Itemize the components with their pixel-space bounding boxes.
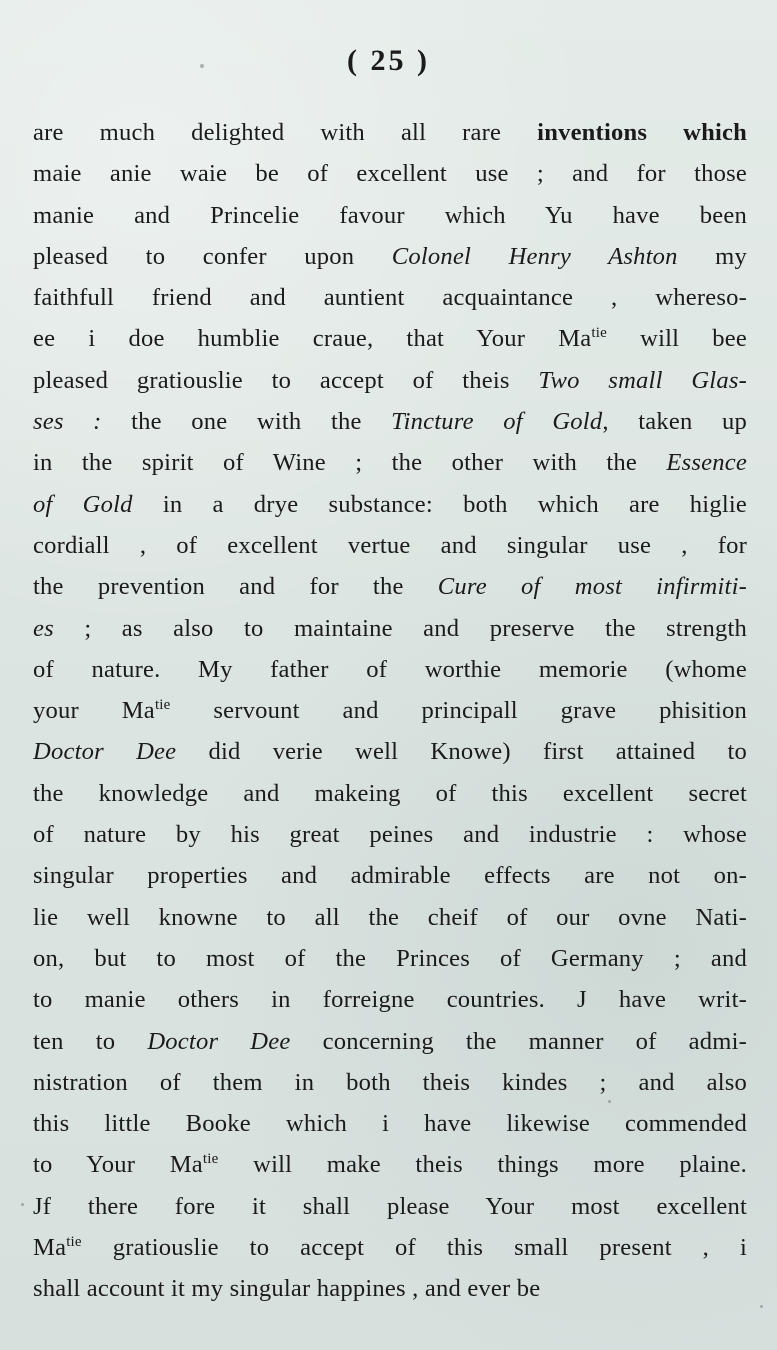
text-segment: gratiouslie to accept of this small present , i xyxy=(81,1234,747,1262)
text-segment: pleased gratiouslie to accept of theis xyxy=(33,366,539,394)
superscript-text: tie xyxy=(154,697,171,714)
text-segment: lie well knowne to all the cheif of our ovne Nati- xyxy=(33,903,747,931)
text-segment: maie anie waie be of excellent use ; and for those xyxy=(33,160,747,188)
text-line xyxy=(33,938,747,979)
text-line xyxy=(33,442,747,483)
text-segment: nistration of them in both theis kindes ; and also xyxy=(33,1068,747,1096)
text-line xyxy=(33,855,747,896)
text-segment: , taken up xyxy=(602,408,747,436)
text-line xyxy=(33,979,747,1020)
text-segment: Tincture of Gold xyxy=(391,408,603,436)
text-line xyxy=(33,360,747,401)
text-line xyxy=(33,112,747,153)
text-segment: the knowledge and makeing of this excellent secret xyxy=(33,779,747,807)
text-segment: in the spirit of Wine ; the other with the xyxy=(33,449,667,477)
text-line xyxy=(33,690,747,731)
text-segment: pleased to confer upon xyxy=(33,242,392,270)
text-line xyxy=(33,195,747,236)
text-line xyxy=(33,236,747,277)
text-segment: concerning the manner of admi- xyxy=(290,1027,747,1055)
text-line xyxy=(33,1021,747,1062)
text-segment: Ma xyxy=(33,1234,67,1262)
text-line xyxy=(33,814,747,855)
text-segment: are much delighted with all rare xyxy=(33,119,538,146)
text-line xyxy=(33,484,747,525)
text-segment: of nature. My father of worthie memorie (whome xyxy=(33,655,747,683)
paper-speck xyxy=(21,1203,24,1206)
text-segment: manie and Princelie favour which Y xyxy=(33,201,561,229)
text-segment: did verie well Knowe) first attained to xyxy=(176,738,747,766)
text-segment: ten to xyxy=(33,1027,148,1055)
text-line xyxy=(33,566,747,607)
text-segment: of nature by his great peines and industrie : whose xyxy=(33,821,747,849)
paper-speck xyxy=(760,1305,763,1308)
text-segment: Jf there fore it shall please Your most excellent xyxy=(33,1192,747,1220)
text-segment: Doctor Dee xyxy=(33,738,177,766)
text-line xyxy=(33,277,747,318)
text-segment: Essence xyxy=(666,449,747,477)
page-number: ( 25 ) xyxy=(347,44,430,77)
text-segment: this little Booke which i have likewise commended xyxy=(33,1110,747,1138)
text-line xyxy=(33,401,747,442)
text-segment: the one with the xyxy=(101,408,392,436)
paper-speck xyxy=(608,1100,611,1103)
text-segment: inventions which xyxy=(537,119,747,146)
text-segment: es xyxy=(33,614,54,642)
text-segment: Doctor Dee xyxy=(147,1027,291,1055)
text-line xyxy=(33,525,747,566)
text-line xyxy=(33,318,747,359)
text-segment: will make theis things more plaine. xyxy=(218,1151,747,1179)
text-segment: singular properties and admirable effects are not on- xyxy=(33,862,747,890)
text-line xyxy=(33,608,747,649)
text-line xyxy=(33,1268,747,1309)
text-segment: to manie others in forreigne countries. J have writ- xyxy=(33,986,747,1014)
text-segment: on, but to most of the Princes of Germany ; and xyxy=(33,944,747,972)
superscript-text: tie xyxy=(591,325,608,342)
text-segment: to Your Ma xyxy=(33,1151,203,1179)
text-line xyxy=(33,731,747,772)
text-segment: ee i doe humblie craue, that Your Ma xyxy=(33,325,592,353)
text-segment: my xyxy=(677,242,747,270)
text-segment: Cure of most infirmiti- xyxy=(437,573,747,601)
text-line xyxy=(33,1144,747,1185)
text-segment: of Gold xyxy=(33,490,133,518)
paper-speck xyxy=(200,64,204,68)
text-segment: ses : xyxy=(33,408,102,436)
text-line xyxy=(33,649,747,690)
text-segment: will bee xyxy=(607,325,747,353)
text-line xyxy=(33,897,747,938)
text-line xyxy=(33,1227,747,1268)
text-line xyxy=(33,153,747,194)
text-line xyxy=(33,1103,747,1144)
text-segment: the prevention and for the xyxy=(33,573,438,601)
text-segment: Colonel Henry Ashton xyxy=(391,242,678,270)
text-segment: faithfull friend and auntient acquaintance , whereso- xyxy=(33,284,747,312)
body-text xyxy=(33,112,747,1310)
text-line xyxy=(33,1062,747,1103)
text-segment: cordiall , of excellent vertue and singular use , for xyxy=(33,531,747,559)
text-segment: your Ma xyxy=(33,697,155,725)
text-line xyxy=(33,773,747,814)
text-segment: u have been xyxy=(560,201,747,229)
text-segment: Two small Glas- xyxy=(538,366,747,394)
text-segment: servount and principall grave phisition xyxy=(170,697,747,725)
text-segment: shall account it my singular happines , and ever be xyxy=(33,1275,541,1303)
text-segment: in a drye substance: both which are higlie xyxy=(132,490,747,518)
superscript-text: tie xyxy=(202,1151,219,1168)
text-segment: ; as also to maintaine and preserve the strength xyxy=(53,614,747,642)
text-line xyxy=(33,1186,747,1227)
superscript-text: tie xyxy=(66,1234,82,1251)
